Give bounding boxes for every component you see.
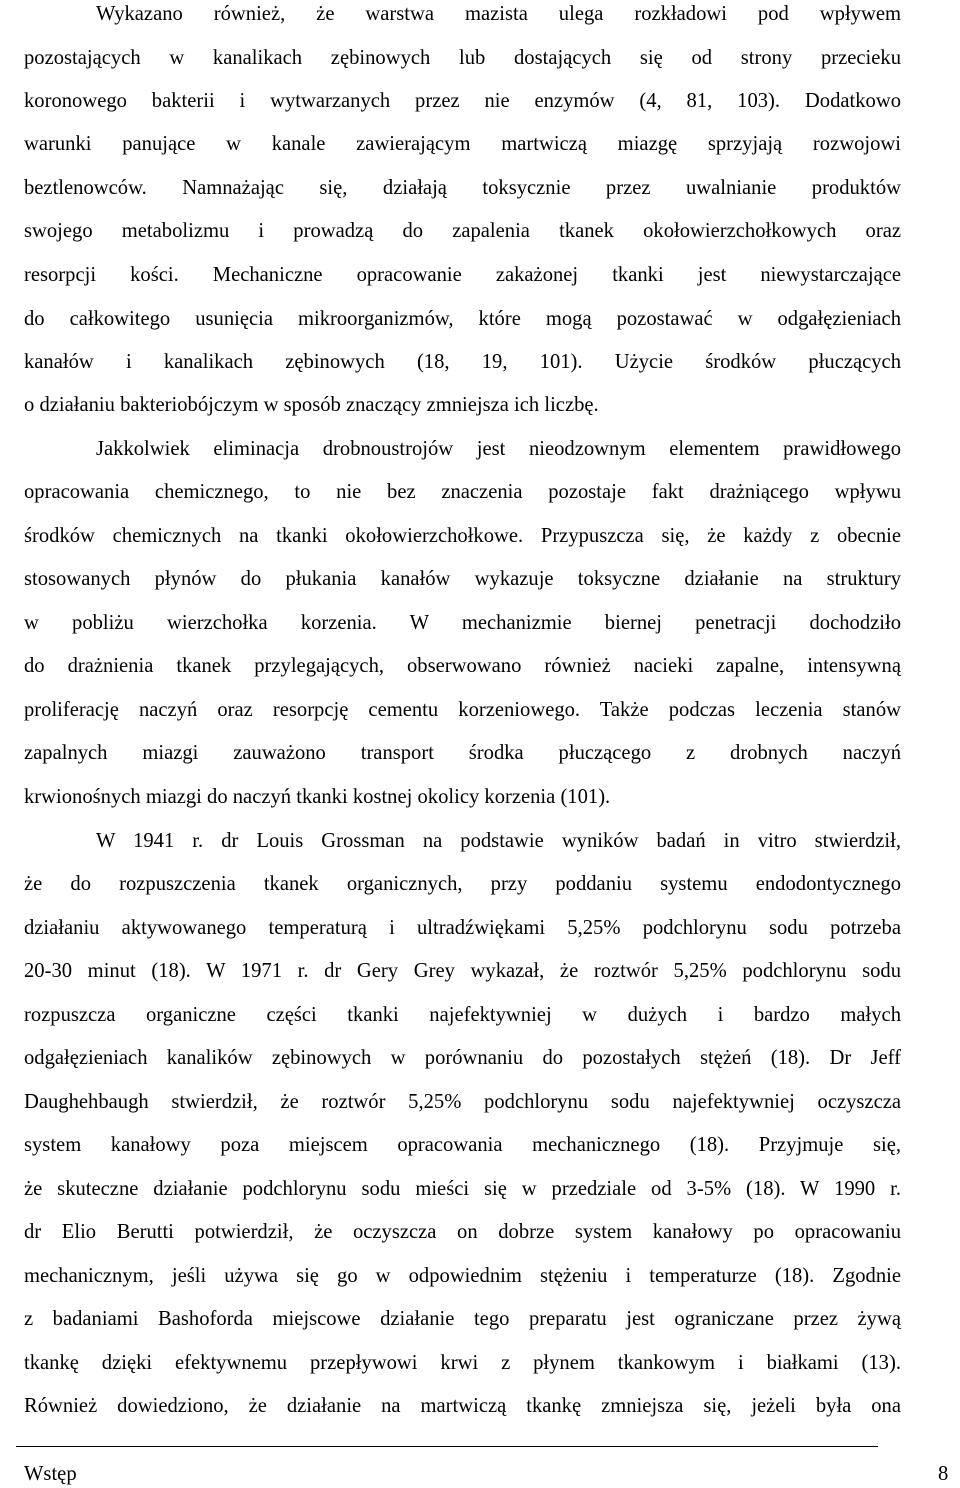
text-line: tkankę dzięki efektywnemu przepływowi krwi z płynem tkankowym i białkami (13). [24,1352,901,1374]
text-line: kanałów i kanalikach zębinowych (18, 19, 101). Użycie środków płuczących [24,351,901,373]
text-line: działaniu aktywowanego temperaturą i ultradźwiękami 5,25% podchlorynu sodu potrzeba [24,917,901,939]
text-line: Wykazano również, że warstwa mazista ulega rozkładowi pod wpływem [96,3,901,25]
text-line: Również dowiedziono, że działanie na martwiczą tkankę zmniejsza się, jeżeli była ona [24,1395,901,1417]
text-line: resorpcji kości. Mechaniczne opracowanie zakażonej tkanki jest niewystarczające [24,264,901,286]
text-line: do drażnienia tkanek przylegających, obserwowano również nacieki zapalne, intensywną [24,655,901,677]
text-line: że do rozpuszczenia tkanek organicznych, przy poddaniu systemu endodontycznego [24,873,901,895]
text-line: dr Elio Berutti potwierdził, że oczyszcza on dobrze system kanałowy po opracowaniu [24,1221,901,1243]
page-number: 8 [938,1463,949,1485]
text-line: swojego metabolizmu i prowadzą do zapalenia tkanek okołowierzchołkowych oraz [24,220,901,242]
text-line: zapalnych miazgi zauważono transport środka płuczącego z drobnych naczyń [24,742,901,764]
text-line: 20-30 minut (18). W 1971 r. dr Gery Grey wykazał, że roztwór 5,25% podchlorynu sodu [24,960,901,982]
footer-divider [16,1446,878,1447]
text-line: beztlenowców. Namnażając się, działają toksycznie przez uwalnianie produktów [24,177,901,199]
text-line: opracowania chemicznego, to nie bez znaczenia pozostaje fakt drażniącego wpływu [24,481,901,503]
text-line: proliferację naczyń oraz resorpcję cementu korzeniowego. Także podczas leczenia stanów [24,699,901,721]
text-line: stosowanych płynów do płukania kanałów wykazuje toksyczne działanie na struktury [24,568,901,590]
text-line: z badaniami Bashoforda miejscowe działanie tego preparatu jest ograniczane przez żywą [24,1308,901,1330]
text-line: krwionośnych miazgi do naczyń tkanki kostnej okolicy korzenia (101). [24,786,611,808]
text-line: środków chemicznych na tkanki okołowierzchołkowe. Przypuszcza się, że każdy z obecnie [24,525,901,547]
text-line: pozostających w kanalikach zębinowych lub dostających się od strony przecieku [24,47,901,69]
text-line: że skuteczne działanie podchlorynu sodu mieści się w przedziale od 3-5% (18). W 1990 r. [24,1178,901,1200]
text-line: w pobliżu wierzchołka korzenia. W mechanizmie biernej penetracji dochodziło [24,612,901,634]
text-line: mechanicznym, jeśli używa się go w odpowiednim stężeniu i temperaturze (18). Zgodnie [24,1265,901,1287]
text-line: rozpuszcza organiczne części tkanki najefektywniej w dużych i bardzo małych [24,1004,901,1026]
text-line: warunki panujące w kanale zawierającym martwiczą miazgę sprzyjają rozwojowi [24,133,901,155]
footer-section-title: Wstęp [24,1463,77,1485]
text-line: W 1941 r. dr Louis Grossman na podstawie wyników badań in vitro stwierdził, [96,830,901,852]
text-line: system kanałowy poza miejscem opracowania mechanicznego (18). Przyjmuje się, [24,1134,901,1156]
text-line: Daughehbaugh stwierdził, że roztwór 5,25% podchlorynu sodu najefektywniej oczyszcza [24,1091,901,1113]
text-line: Jakkolwiek eliminacja drobnoustrojów jest nieodzownym elementem prawidłowego [96,438,901,460]
text-line: koronowego bakterii i wytwarzanych przez nie enzymów (4, 81, 103). Dodatkowo [24,90,901,112]
text-line: o działaniu bakteriobójczym w sposób znaczący zmniejsza ich liczbę. [24,394,599,416]
text-line: odgałęzieniach kanalików zębinowych w porównaniu do pozostałych stężeń (18). Dr Jeff [24,1047,901,1069]
text-line: do całkowitego usunięcia mikroorganizmów, które mogą pozostawać w odgałęzieniach [24,308,901,330]
